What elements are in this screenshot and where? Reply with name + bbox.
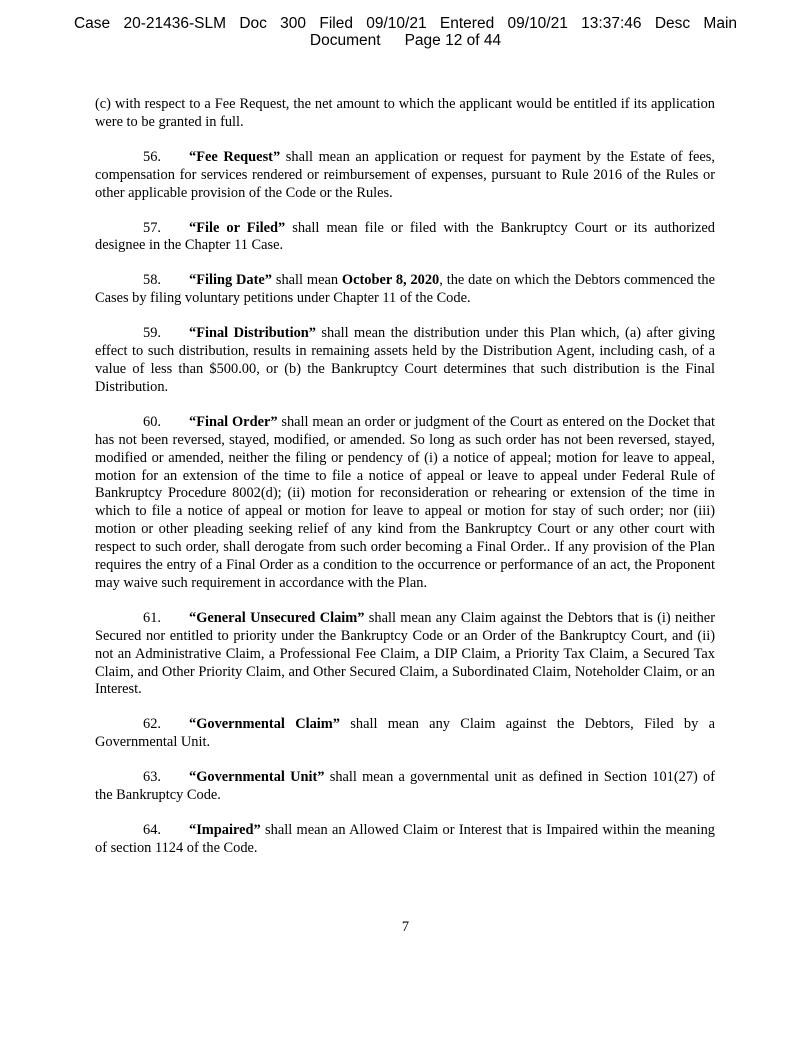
definition-text: shall mean an Allowed Claim or Interest that is Impaired within the meaning of section 1124 of the Code. xyxy=(95,822,715,856)
defined-term: “Fee Request” xyxy=(189,148,281,165)
definition-59 xyxy=(95,325,715,397)
document-label: Document xyxy=(309,32,381,49)
definition-56 xyxy=(95,149,715,203)
filing-stamp-line-2 xyxy=(0,32,811,49)
desc-label: Desc Main xyxy=(654,15,738,32)
case-number: Case 20-21436-SLM xyxy=(73,15,226,32)
page-of-label: Page 12 of 44 xyxy=(404,32,502,49)
definition-number: 63. xyxy=(143,769,161,786)
entered-date: Entered 09/10/21 13:37:46 xyxy=(439,15,642,32)
filing-date-value: October 8, 2020 xyxy=(341,272,440,289)
defined-term: “Governmental Claim” xyxy=(189,716,340,733)
definition-64 xyxy=(95,822,715,858)
defined-term: “Governmental Unit” xyxy=(189,769,325,786)
definition-number: 60. xyxy=(143,413,161,430)
page-number: 7 xyxy=(401,919,410,935)
definition-61 xyxy=(95,610,715,700)
filing-stamp-line-1 xyxy=(0,15,811,32)
definition-text: shall mean any Claim against the Debtors, Filed by a Governmental Unit. xyxy=(95,716,715,751)
definition-text: shall mean a governmental unit as defined in Section 101(27) of the Bankruptcy Code. xyxy=(95,769,716,804)
defined-term: “Final Distribution” xyxy=(189,325,316,342)
definition-number: 56. xyxy=(143,148,161,165)
definition-62 xyxy=(95,716,715,752)
definition-number: 62. xyxy=(143,716,161,733)
definition-text: , the date on which the Debtors commenced the Cases by filing voluntary petitions under Chapter 11 of the Code. xyxy=(95,272,715,307)
definition-number: 59. xyxy=(143,325,161,342)
definition-number: 57. xyxy=(143,219,161,236)
court-filing-header xyxy=(0,15,811,49)
doc-number: Doc 300 xyxy=(239,15,307,32)
definition-58 xyxy=(95,272,715,308)
defined-term: “Final Order” xyxy=(189,413,278,430)
definition-63 xyxy=(95,769,715,805)
defined-term: “General Unsecured Claim” xyxy=(189,609,365,626)
defined-term: “Impaired” xyxy=(189,822,261,838)
definition-number: 64. xyxy=(143,822,161,838)
definition-text: shall mean file or filed with the Bankruptcy Court or its authorized designee in the Chapter 11 Case. xyxy=(95,219,716,254)
intro-paragraph: (c) with respect to a Fee Request, the net amount to which the applicant would be entitled if its application were to be granted in full. xyxy=(95,96,715,130)
definition-text: shall mean the distribution under this Plan which, (a) after giving effect to such distribution, results in remaining assets held by the Distribution Agent, including cash, of a value of less than $500.00, or (b) the Bankruptcy Court determines that such distribution is the Final Distribution. xyxy=(95,325,716,395)
definition-57 xyxy=(95,220,715,256)
filed-date: Filed 09/10/21 xyxy=(319,15,427,32)
defined-term: “Filing Date” xyxy=(189,272,272,289)
document-body xyxy=(95,96,715,875)
defined-term: “File or Filed” xyxy=(189,219,286,236)
definition-60 xyxy=(95,414,715,593)
definition-text: shall mean an order or judgment of the Court as entered on the Docket that has not been reversed, stayed, modified, or amended. So long as such order has not been reversed, stayed, modified or amended, neither the filing or pendency of (i) a notice of appeal; motion for leave to appeal, motion for an extension of the time to file a notice of appeal or leave to appeal under Federal Rule of Bankruptcy Procedure 8002(d); (ii) motion for reconsideration or rehearing or extension of the time in which to file a notice of appeal or motion for leave to appeal or motion for stay of such order; nor (iii) motion or other pleading seeking relief of any kind from the Bankruptcy Court or any other court with respect to such order, shall derogate from such order becoming a Final Order.. If any provision of the Plan requires the entry of a Final Order as a condition to the occurrence or performance of an act, the Proponent may waive such requirement in accordance with the Plan. xyxy=(95,413,715,591)
definition-text-before-date: shall mean xyxy=(272,272,342,289)
definition-text: shall mean any Claim against the Debtors that is (i) neither Secured nor entitled to priority under the Bankruptcy Code or an Order of the Bankruptcy Court, and (ii) not an Administrative Claim, a Professional Fee Claim, a DIP Claim, a Priority Tax Claim, a Secured Tax Claim, and Other Priority Claim, and Other Secured Claim, a Subordinated Claim, Noteholder Claim, or an Interest. xyxy=(95,609,715,698)
definition-number: 58. xyxy=(143,272,161,289)
definition-text: shall mean an application or request for payment by the Estate of fees, compensation for services rendered or reimbursement of expenses, pursuant to Rule 2016 of the Rules or other applicable provision of the Code or the Rules. xyxy=(95,148,715,201)
definition-number: 61. xyxy=(143,609,161,626)
